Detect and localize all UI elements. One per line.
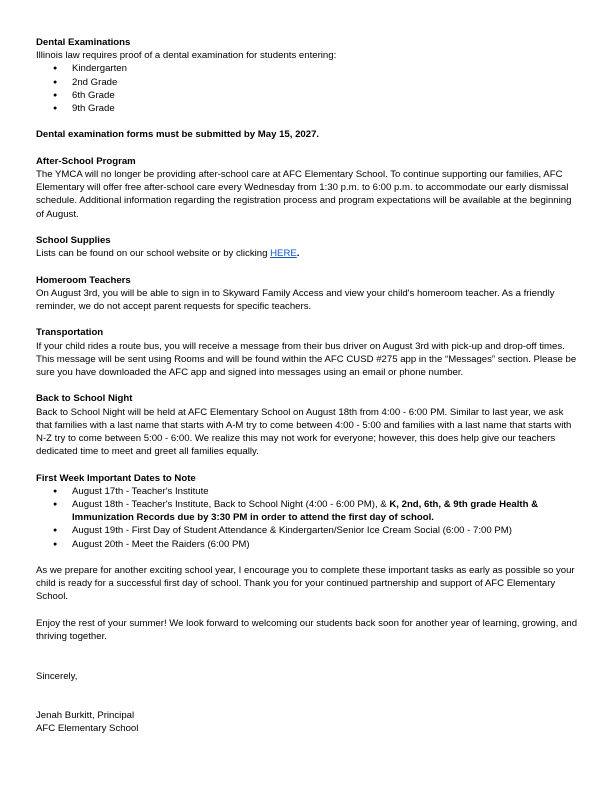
dates-section [36, 472, 582, 551]
list-item: ● 2nd Grade [72, 76, 582, 89]
after-school-section [36, 155, 582, 221]
list-item: ● 6th Grade [72, 89, 582, 102]
list-item: ● Kindergarten [72, 62, 582, 75]
closing-paragraph-2: Enjoy the rest of your summer! We look forward to welcoming our students back soon for another year of learning, growing, and thriving together. [36, 617, 578, 642]
signer-name: Jenah Burkitt, Principal [36, 710, 135, 722]
dental-deadline: Dental examination forms must be submitted by May 15, 2027. [36, 129, 320, 141]
sign-off: Sincerely, [36, 670, 78, 682]
date-item-text: August 18th - Teacher's Institute, Back to School Night (4:00 - 6:00 PM), & [72, 499, 390, 510]
transportation-section [36, 326, 582, 379]
closing-para-2-section [36, 617, 582, 643]
after-school-body: The YMCA will no longer be providing after-school care at AFC Elementary School. To continue supporting our families, AFC Elementary will offer free after-school care every Wednesday from 1:30 p.m. to 6:00 p.m. to accommodate our early dismissal schedule. Additional information regarding the registration process and program expectations will be available at the beginning of August. [36, 169, 572, 220]
date-item-bold-text: K, 2nd, 6th, & 9th grade Health & Immunization Records due by 3:30 PM in order to attend the first day of school. [72, 499, 539, 524]
transportation-body: If your child rides a route bus, you will receive a message from their bus driver on August 3rd with pick-up and drop-off times. This message will be sent using Rooms and will be found within the AFC CUSD #275 app in the “Messages” section. Please be sure you have downloaded the AFC app and signed into messages using an email or phone number. [36, 340, 577, 378]
supplies-link[interactable]: HERE [270, 248, 297, 260]
homeroom-section [36, 274, 582, 314]
supplies-section [36, 234, 582, 260]
supplies-paragraph [36, 247, 582, 260]
supplies-body: Lists can be found on our school website or by clicking [36, 248, 271, 260]
back-to-school-section [36, 392, 582, 458]
spacer [36, 656, 582, 669]
homeroom-heading: Homeroom Teachers [36, 274, 131, 286]
homeroom-body: On August 3rd, you will be able to sign in to Skyward Family Access and view your child's homeroom teacher. As a friendly reminder, we do not accept parent requests for specific teachers. [36, 287, 555, 312]
closing-para-1-section [36, 564, 582, 604]
back-to-school-body: Back to School Night will be held at AFC Elementary School on August 18th from 4:00 - 6:00 PM. Similar to last year, we ask that families with a last name that starts with A-M try to come between 4:00 - 5:00 and families with a last name that starts with N-Z try to come between 5:00 - 6:00. We realize this may not work for everyone; however, this does help give our teachers dedicated time to meet and greet all families equally. [36, 406, 572, 458]
dates-list [36, 485, 582, 551]
list-item: ● August 17th - Teacher's Institute [72, 485, 582, 498]
dental-grade-list [36, 62, 582, 115]
transportation-heading: Transportation [36, 327, 104, 339]
dental-deadline-section [36, 128, 582, 141]
after-school-heading: After-School Program [36, 155, 136, 167]
dental-intro: Illinois law requires proof of a dental examination for students entering: [36, 50, 337, 62]
list-item: ● August 19th - First Day of Student Attendance & Kindergarten/Senior Ice Cream Social (6:00 - 7:00 PM) [72, 524, 582, 537]
spacer [36, 683, 582, 709]
dental-heading: Dental Examinations [36, 37, 131, 48]
list-item [72, 498, 582, 524]
signer-school: AFC Elementary School [36, 723, 139, 735]
closing-paragraph-1: As we prepare for another exciting school year, I encourage you to complete these important tasks as early as possible so your child is ready for a successful first day of school. Thank you for your continued partnership and support of AFC Elementary School. [36, 565, 575, 603]
list-item: ● August 20th - Meet the Raiders (6:00 PM) [72, 538, 582, 551]
dental-section [36, 36, 582, 115]
supplies-end: . [296, 248, 300, 260]
dates-heading: First Week Important Dates to Note [36, 472, 196, 484]
supplies-heading: School Supplies [36, 235, 111, 246]
back-to-school-heading: Back to School Night [36, 393, 133, 405]
list-item: ● 9th Grade [72, 102, 582, 115]
